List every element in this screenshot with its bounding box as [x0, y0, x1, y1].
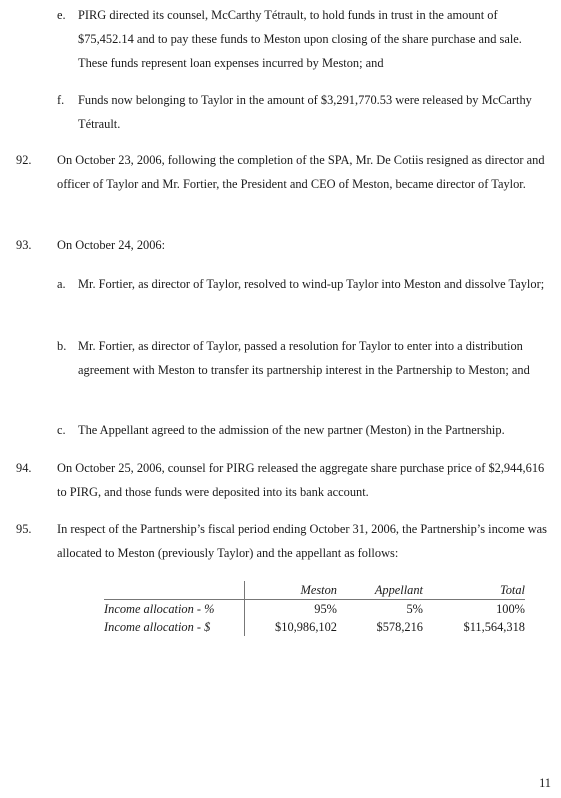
item-text: Mr. Fortier, as director of Taylor, resolved to wind-up Taylor into Meston and dissolve Taylor;: [78, 277, 545, 291]
table-header-row: [104, 581, 525, 600]
table-row: [104, 600, 525, 619]
table-cell: 100%: [496, 602, 525, 616]
item-marker: f.: [57, 93, 65, 107]
table-header-blank: [104, 581, 245, 600]
paragraph-number: 92.: [16, 153, 32, 167]
item-text: PIRG directed its counsel, McCarthy Tétrault, to hold funds in trust in the amount of $75,452.14 and to pay these funds to Meston upon closing of the share purchase and sale. These funds represent loan expenses incurred by Meston; and: [78, 8, 522, 70]
item-marker: e.: [57, 8, 66, 22]
table-cell: $10,986,102: [275, 620, 337, 634]
table-cell: 95%: [314, 602, 337, 616]
table-cell: $11,564,318: [463, 620, 525, 634]
paragraph-text: On October 23, 2006, following the completion of the SPA, Mr. De Cotiis resigned as director and officer of Taylor and Mr. Fortier, the President and CEO of Meston, became director of Taylor.: [57, 153, 545, 191]
item-marker: b.: [57, 339, 67, 353]
table-cell: 5%: [406, 602, 423, 616]
table-header-cell: Meston: [245, 581, 338, 600]
row-label: Income allocation - %: [104, 600, 245, 619]
table-header-cell: Appellant: [337, 581, 423, 600]
paragraph-number: 93.: [16, 238, 32, 252]
item-text: The Appellant agreed to the admission of the new partner (Meston) in the Partnership.: [78, 423, 505, 437]
income-allocation-table: [104, 581, 525, 636]
item-text: Mr. Fortier, as director of Taylor, passed a resolution for Taylor to enter into a distribution agreement with Meston to transfer its partnership interest in the Partnership to Meston; and: [78, 339, 530, 377]
table-cell: $578,216: [376, 620, 423, 634]
item-text: Funds now belonging to Taylor in the amount of $3,291,770.53 were released by McCarthy Tétrault.: [78, 93, 532, 131]
item-marker: c.: [57, 423, 66, 437]
table-row: [104, 618, 525, 636]
row-label: Income allocation - $: [104, 618, 245, 636]
paragraph-number: 94.: [16, 461, 32, 475]
paragraph-text: On October 25, 2006, counsel for PIRG released the aggregate share purchase price of $2,944,616 to PIRG, and those funds were deposited into its bank account.: [57, 461, 545, 499]
table-header-cell: Total: [423, 581, 525, 600]
paragraph-text: On October 24, 2006:: [57, 238, 166, 252]
page-number: 11: [539, 776, 551, 790]
item-marker: a.: [57, 277, 66, 291]
paragraph-text: In respect of the Partnership’s fiscal period ending October 31, 2006, the Partnership’s income was allocated to Meston (previously Taylor) and the appellant as follows:: [57, 522, 547, 560]
paragraph-number: 95.: [16, 522, 32, 536]
